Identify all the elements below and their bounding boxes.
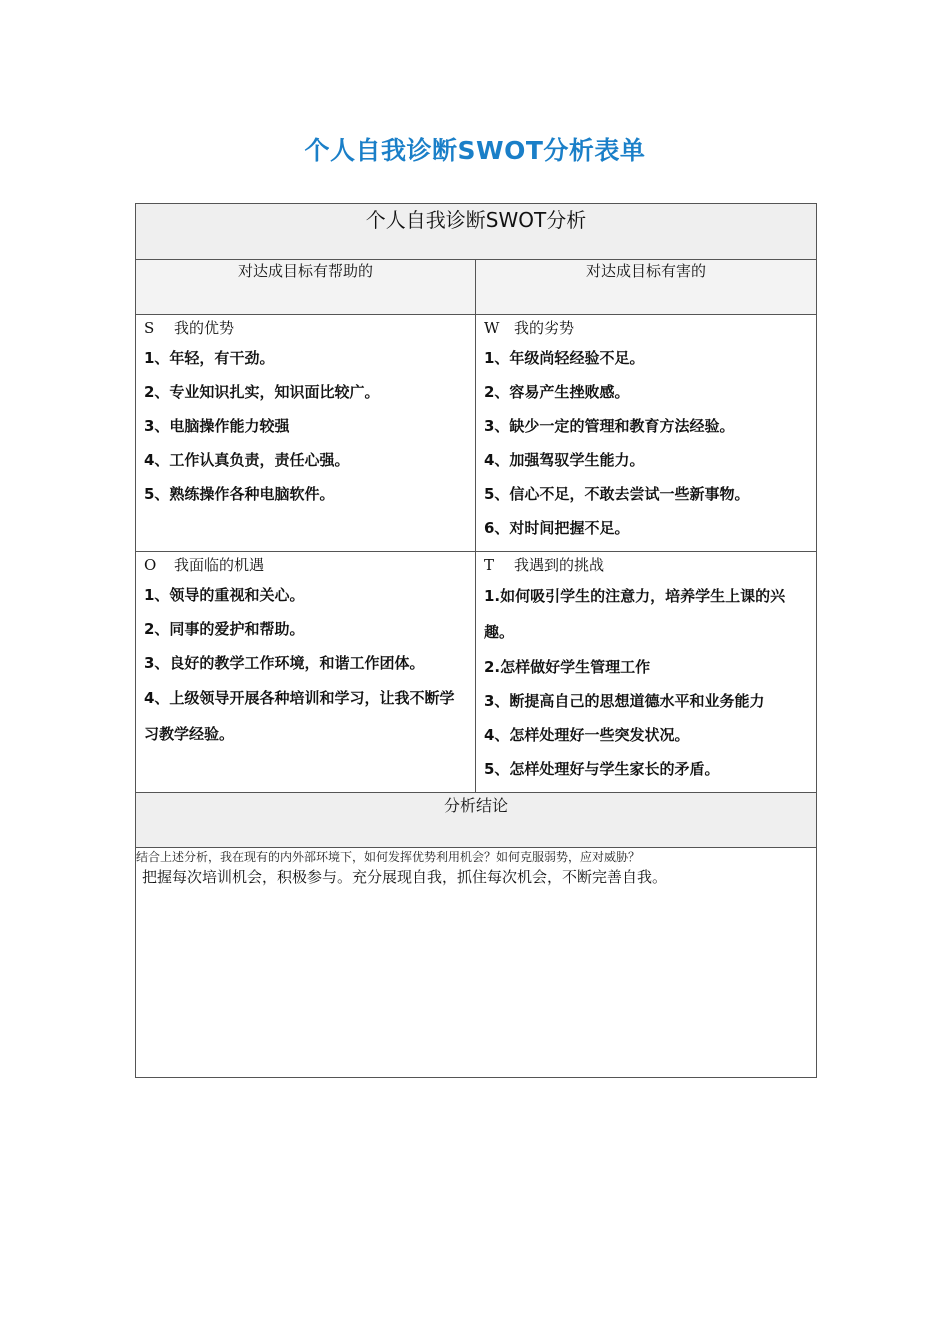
threat-item: 4、怎样处理好一些突发状况。: [484, 726, 690, 744]
strengths-label: 我的优势: [174, 319, 235, 337]
opportunity-item: 4、上级领导开展各种培训和学习，让我不断学习教学经验。: [144, 689, 455, 743]
opportunity-item: 1、领导的重视和关心。: [144, 586, 305, 604]
threats-label: 我遇到的挑战: [514, 556, 605, 574]
column-header-harmful: 对达成目标有害的: [476, 260, 817, 315]
conclusion-answer: 把握每次培训机会，积极参与。充分展现自我，抓住每次机会，不断完善自我。: [142, 868, 668, 886]
threat-item: 2.怎样做好学生管理工作: [484, 658, 651, 676]
weakness-item: 3、缺少一定的管理和教育方法经验。: [484, 417, 735, 435]
swot-table: [135, 203, 817, 1078]
strength-item: 2、专业知识扎实，知识面比较广。: [144, 383, 380, 401]
weakness-item: 2、容易产生挫败感。: [484, 383, 630, 401]
opportunities-heading: [144, 554, 467, 576]
page-title: 个人自我诊断SWOT分析表单: [304, 136, 646, 165]
threats-cell: [476, 552, 817, 793]
strength-item: 1、年轻，有干劲。: [144, 349, 275, 367]
threat-item: 5、怎样处理好与学生家长的矛盾。: [484, 760, 720, 778]
strengths-cell: [136, 315, 476, 552]
opportunities-label: 我面临的机遇: [174, 556, 265, 574]
threats-heading: [484, 554, 808, 576]
weaknesses-label: 我的劣势: [514, 319, 575, 337]
opportunities-letter: O: [144, 556, 157, 574]
conclusion-heading: 分析结论: [136, 793, 817, 848]
weakness-item: 1、年级尚轻经验不足。: [484, 349, 645, 367]
threats-letter: T: [484, 556, 495, 574]
weakness-item: 5、信心不足，不敢去尝试一些新事物。: [484, 485, 750, 503]
conclusion-cell: [136, 848, 817, 1078]
strength-item: 5、熟练操作各种电脑软件。: [144, 485, 335, 503]
weaknesses-heading: [484, 317, 808, 339]
opportunity-item: 3、良好的教学工作环境，和谐工作团体。: [144, 654, 425, 672]
weaknesses-letter: W: [484, 319, 500, 337]
opportunity-item: 2、同事的爱护和帮助。: [144, 620, 305, 638]
column-header-helpful: 对达成目标有帮助的: [136, 260, 476, 315]
opportunities-cell: [136, 552, 476, 793]
weaknesses-cell: [476, 315, 817, 552]
strengths-heading: [144, 317, 467, 339]
strengths-letter: S: [144, 319, 155, 337]
table-heading: 个人自我诊断SWOT分析: [136, 204, 817, 260]
conclusion-question: 结合上述分析，我在现有的内外部环境下，如何发挥优势利用机会？如何克服弱势，应对威胁？: [136, 850, 641, 864]
threat-item: 1.如何吸引学生的注意力，培养学生上课的兴趣。: [484, 587, 786, 641]
weakness-item: 4、加强驾驭学生能力。: [484, 451, 645, 469]
strength-item: 3、电脑操作能力较强: [144, 417, 290, 435]
threat-item: 3、断提高自己的思想道德水平和业务能力: [484, 692, 765, 710]
weakness-item: 6、对时间把握不足。: [484, 519, 630, 537]
strength-item: 4、工作认真负责，责任心强。: [144, 451, 350, 469]
